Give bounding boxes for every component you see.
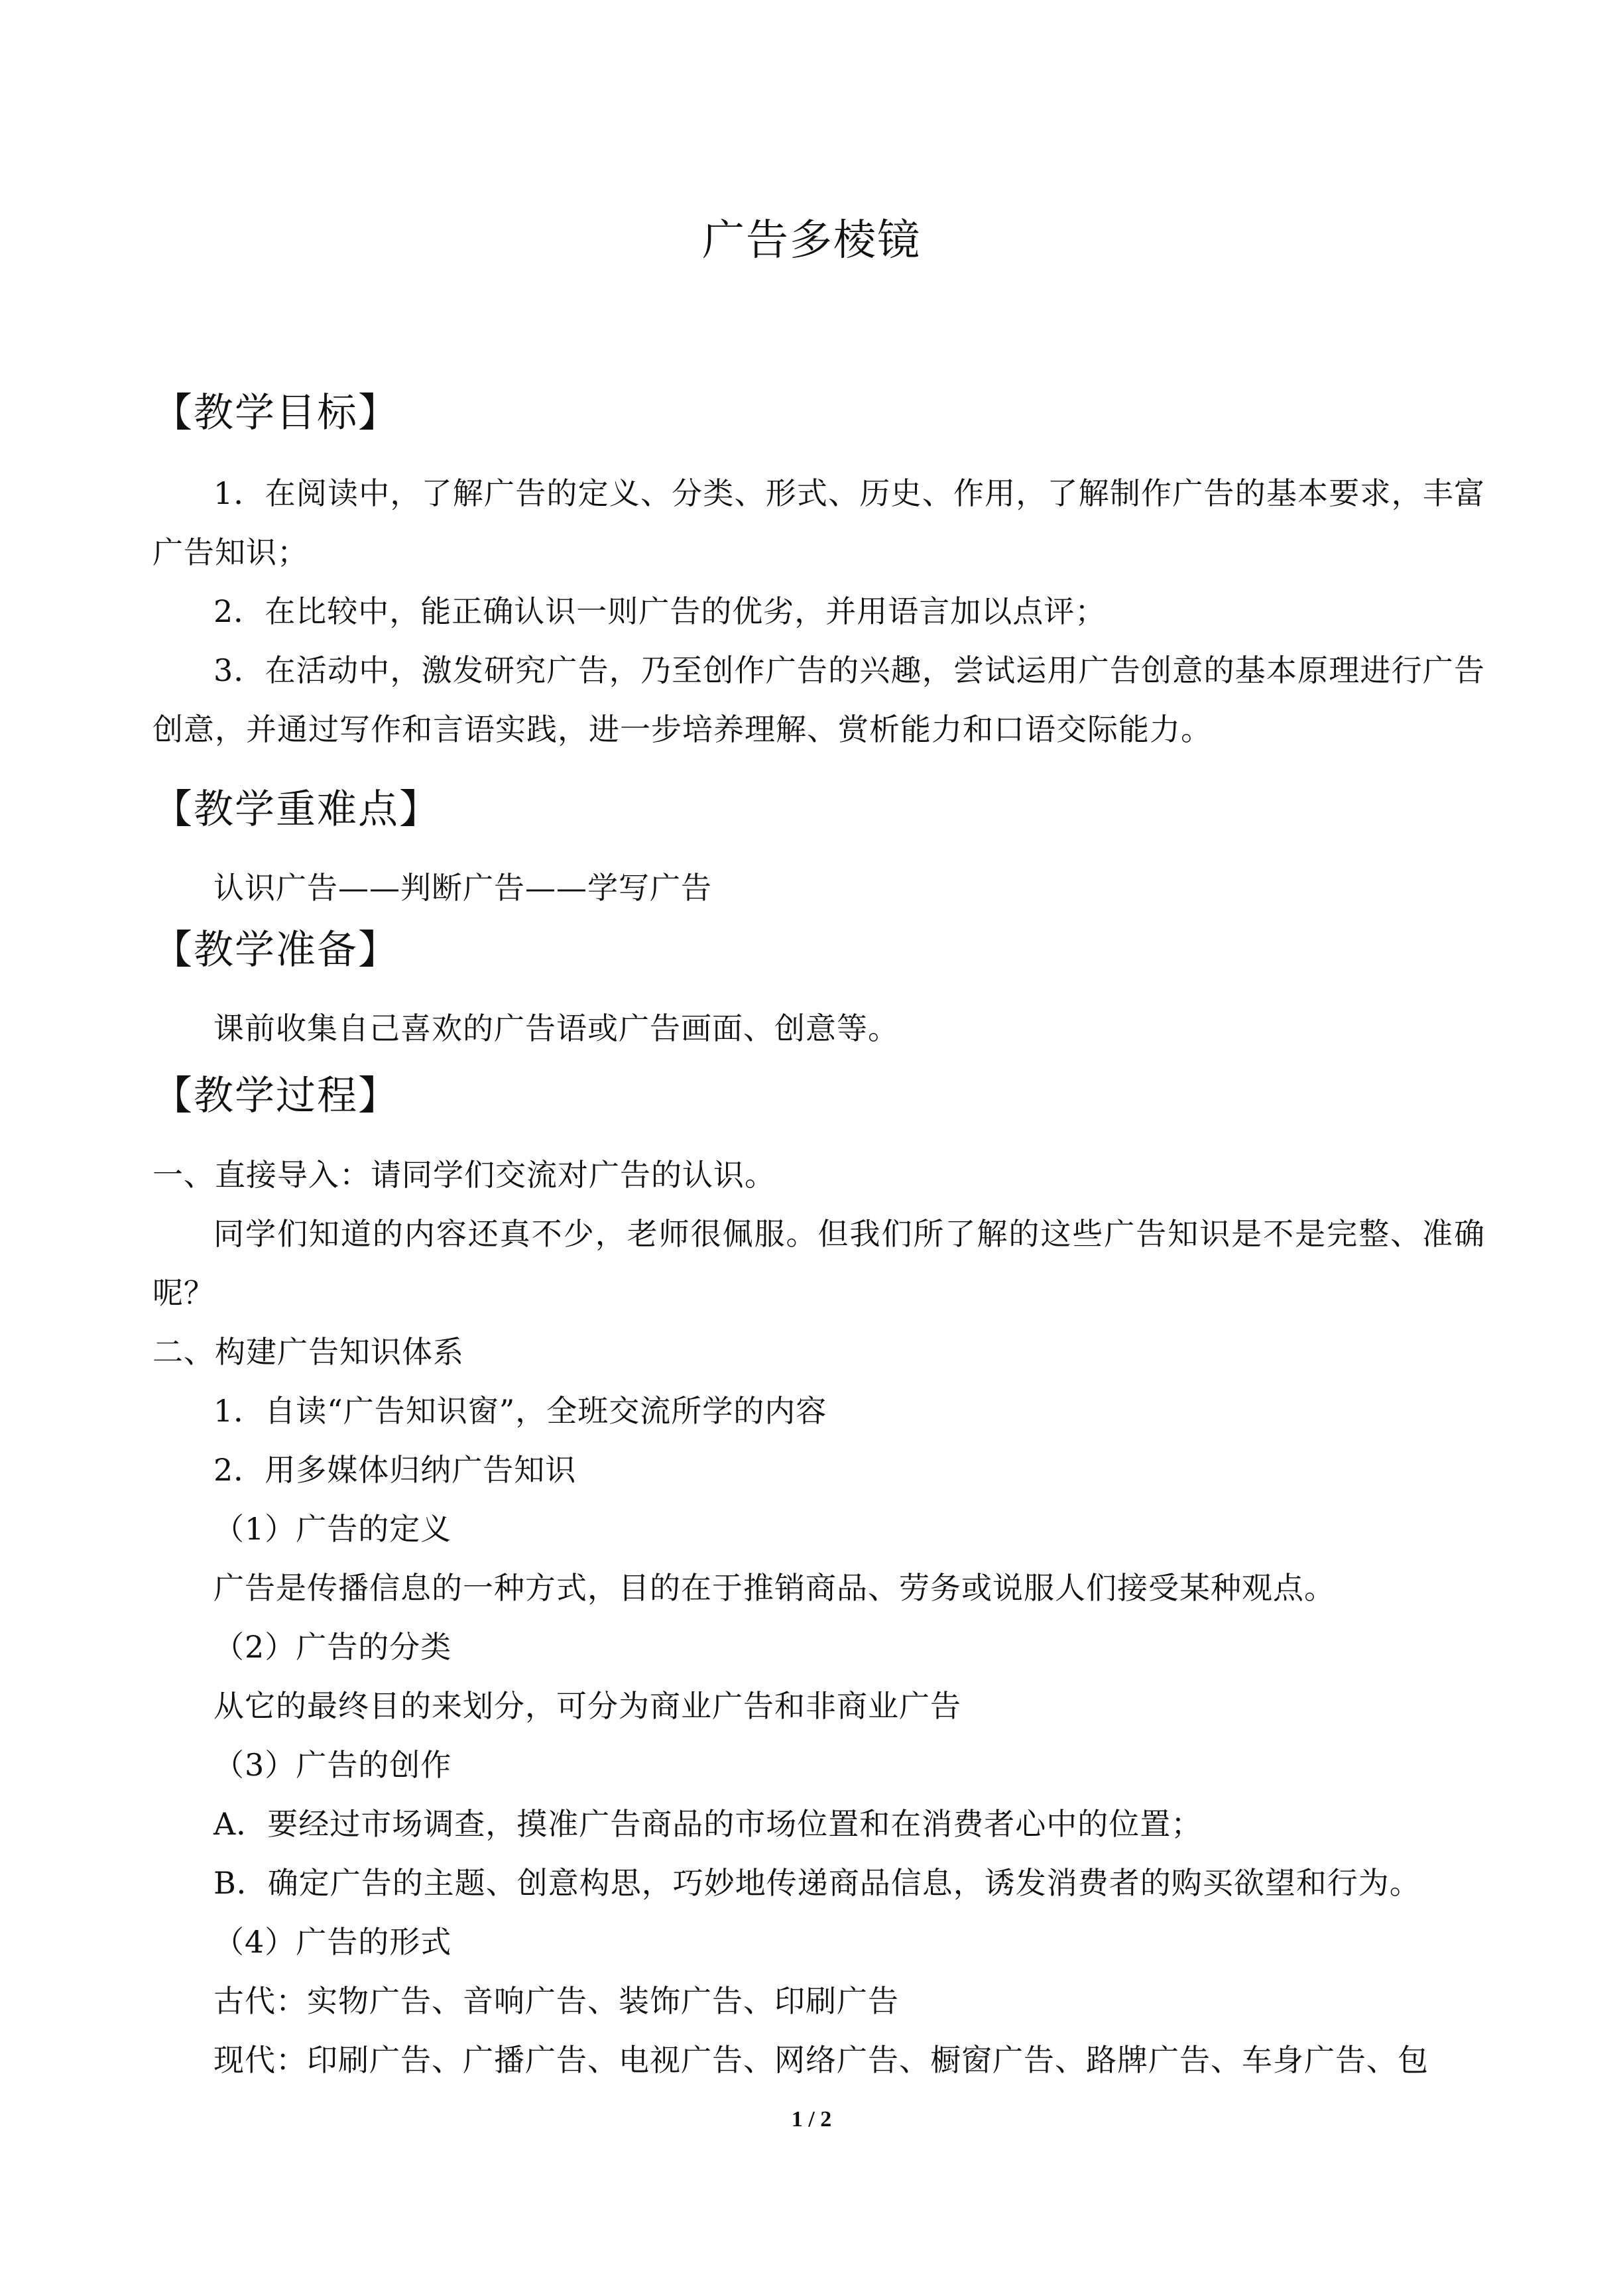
heading-key-points: 【教学重难点】 bbox=[152, 786, 440, 833]
process-line: （3）广告的创作 bbox=[213, 1747, 452, 1783]
process-line: 1．自读“广告知识窗”，全班交流所学的内容 bbox=[213, 1393, 827, 1429]
process-line: （1）广告的定义 bbox=[213, 1511, 452, 1547]
objective-item-3: 3．在活动中，激发研究广告，乃至创作广告的兴趣，尝试运用广告创意的基本原理进行广告创意，并通过写作和言语实践，进一步培养理解、赏析能力和口语交际能力。 bbox=[152, 652, 1485, 747]
heading-preparation: 【教学准备】 bbox=[152, 927, 399, 973]
process-line: A．要经过市场调查，摸准广告商品的市场位置和在消费者心中的位置； bbox=[213, 1806, 1203, 1842]
document-title: 广告多棱镜 bbox=[702, 216, 921, 265]
heading-objectives: 【教学目标】 bbox=[152, 390, 399, 436]
page-number: 1 / 2 bbox=[791, 2107, 832, 2132]
key-points-text: 认识广告——判断广告——学写广告 bbox=[213, 870, 712, 906]
process-line: （2）广告的分类 bbox=[213, 1629, 452, 1665]
objective-item-1: 1．在阅读中，了解广告的定义、分类、形式、历史、作用，了解制作广告的基本要求，丰富广告知识； bbox=[152, 475, 1485, 570]
heading-process: 【教学过程】 bbox=[152, 1073, 399, 1119]
preparation-text: 课前收集自己喜欢的广告语或广告画面、创意等。 bbox=[213, 1010, 899, 1046]
process-line: 从它的最终目的来划分，可分为商业广告和非商业广告 bbox=[213, 1688, 961, 1724]
objective-item-2: 2．在比较中，能正确认识一则广告的优劣，并用语言加以点评； bbox=[213, 593, 1107, 629]
process-line: 一、直接导入：请同学们交流对广告的认识。 bbox=[152, 1157, 776, 1193]
process-line: B．确定广告的主题、创意构思，巧妙地传递商品信息，诱发消费者的购买欲望和行为。 bbox=[213, 1865, 1421, 1901]
process-line: （4）广告的形式 bbox=[213, 1924, 452, 1960]
process-line: 广告是传播信息的一种方式，目的在于推销商品、劳务或说服人们接受某种观点。 bbox=[213, 1570, 1335, 1606]
process-paragraph: 同学们知道的内容还真不少，老师很佩服。但我们所了解的这些广告知识是不是完整、准确呢？ bbox=[152, 1216, 1485, 1311]
process-line: 古代：实物广告、音响广告、装饰广告、印刷广告 bbox=[213, 1983, 899, 2019]
process-line: 2．用多媒体归纳广告知识 bbox=[213, 1452, 577, 1488]
process-line: 二、构建广告知识体系 bbox=[152, 1334, 464, 1370]
process-line: 现代：印刷广告、广播广告、电视广告、网络广告、橱窗广告、路牌广告、车身广告、包 bbox=[213, 2042, 1429, 2078]
